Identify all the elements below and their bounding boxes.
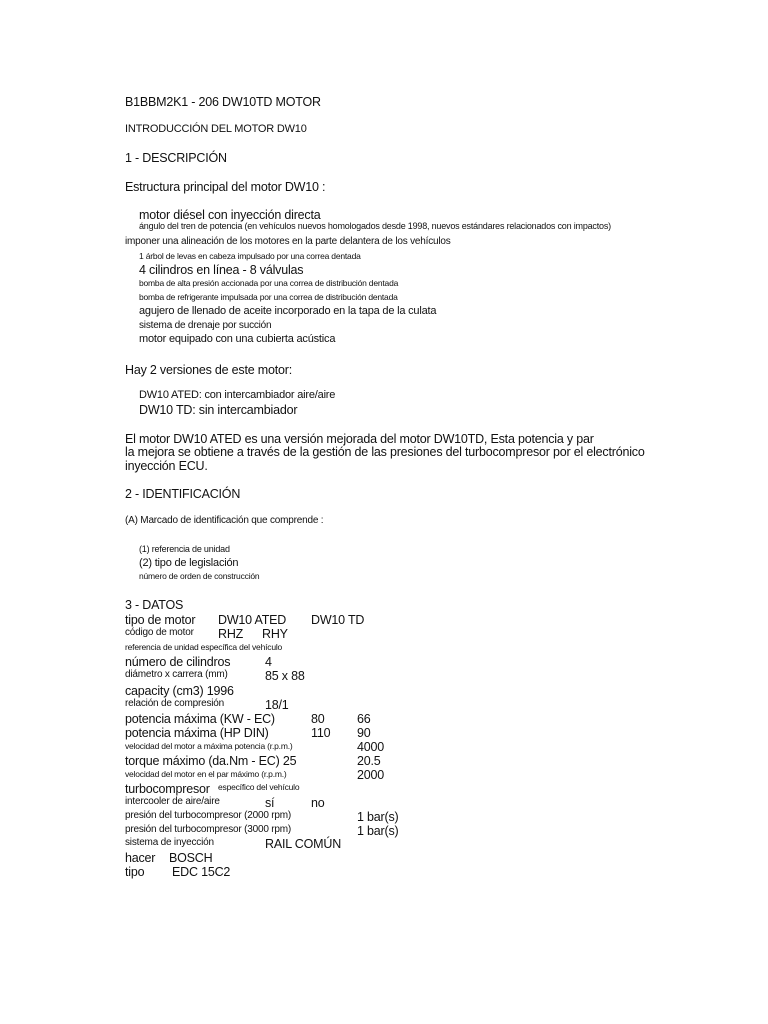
- data-label: relación de compresión: [125, 698, 224, 709]
- data-note: específico del vehículo: [218, 782, 300, 792]
- data-value: 20.5: [357, 754, 381, 768]
- data-value: DW10 ATED: [218, 613, 287, 627]
- identification-intro: (A) Marcado de identificación que comprende :: [125, 515, 324, 526]
- data-label: capacity (cm3) 1996: [125, 684, 234, 698]
- section-heading-datos: 3 - DATOS: [125, 598, 184, 612]
- data-label: torque máximo (da.Nm - EC) 25: [125, 754, 297, 768]
- data-value: 18/1: [265, 698, 289, 712]
- data-label: referencia de unidad específica del vehículo: [125, 642, 283, 652]
- data-label: potencia máxima (KW - EC): [125, 712, 275, 726]
- list-item: 4 cilindros en línea - 8 válvulas: [139, 263, 304, 277]
- data-value: 110: [311, 726, 331, 740]
- data-value: 85 x 88: [265, 669, 305, 683]
- section-heading-identificacion: 2 - IDENTIFICACIÓN: [125, 487, 241, 501]
- versions-intro: Hay 2 versiones de este motor:: [125, 363, 292, 377]
- paragraph-line: inyección ECU.: [125, 459, 208, 473]
- version-item: DW10 TD: sin intercambiador: [139, 403, 298, 417]
- data-label: número de cilindros: [125, 655, 231, 669]
- data-value: 4: [265, 655, 272, 669]
- data-value: 1 bar(s): [357, 810, 399, 824]
- version-item: DW10 ATED: con intercambiador aire/aire: [139, 389, 336, 401]
- document-title: B1BBM2K1 - 206 DW10TD MOTOR: [125, 95, 321, 109]
- list-item: ángulo del tren de potencia (en vehículos nuevos homologados desde 1998, nuevos estándares relacionados con impactos): [139, 221, 611, 231]
- data-label: potencia máxima (HP DIN): [125, 726, 269, 740]
- data-value: 1 bar(s): [357, 824, 399, 838]
- document-subtitle: INTRODUCCIÓN DEL MOTOR DW10: [125, 123, 307, 135]
- list-item: imponer una alineación de los motores en la parte delantera de los vehículos: [125, 236, 451, 247]
- list-item: agujero de llenado de aceite incorporado en la tapa de la culata: [139, 305, 437, 317]
- identification-item: (2) tipo de legislación: [139, 557, 239, 569]
- paragraph-line: El motor DW10 ATED es una versión mejorada del motor DW10TD, Esta potencia y par: [125, 432, 594, 446]
- data-value: 90: [357, 726, 371, 740]
- data-label: tipo: [125, 865, 145, 879]
- data-value: 66: [357, 712, 371, 726]
- data-label: presión del turbocompresor (3000 rpm): [125, 824, 292, 835]
- data-value: sí: [265, 796, 275, 810]
- data-value: 80: [311, 712, 325, 726]
- data-value: EDC 15C2: [172, 865, 231, 879]
- data-label: turbocompresor: [125, 782, 210, 796]
- list-item: sistema de drenaje por succión: [139, 320, 272, 331]
- data-label: velocidad del motor a máxima potencia (r.p.m.): [125, 741, 293, 751]
- data-label: presión del turbocompresor (2000 rpm): [125, 810, 292, 821]
- list-item: bomba de alta presión accionada por una correa de distribución dentada: [139, 278, 399, 288]
- data-value: 2000: [357, 768, 385, 782]
- list-item: motor diésel con inyección directa: [139, 208, 321, 222]
- section-heading-descripcion: 1 - DESCRIPCIÓN: [125, 151, 227, 165]
- identification-item: (1) referencia de unidad: [139, 544, 230, 554]
- list-item: motor equipado con una cubierta acústica: [139, 333, 336, 345]
- data-label: código de motor: [125, 627, 194, 638]
- data-value: BOSCH: [169, 851, 213, 865]
- data-label: tipo de motor: [125, 613, 196, 627]
- data-value: 4000: [357, 740, 385, 754]
- data-value: DW10 TD: [311, 613, 365, 627]
- data-value: RAIL COMÚN: [265, 837, 342, 851]
- data-label: hacer: [125, 851, 156, 865]
- data-value: no: [311, 796, 325, 810]
- data-label: diámetro x carrera (mm): [125, 669, 228, 680]
- paragraph-line: la mejora se obtiene a través de la gestión de las presiones del turbocompresor por el electrónico: [125, 445, 645, 459]
- data-value: RHY: [262, 627, 288, 641]
- data-value: RHZ: [218, 627, 244, 641]
- data-label: sistema de inyección: [125, 837, 214, 848]
- identification-item: número de orden de construcción: [139, 571, 260, 581]
- structure-intro: Estructura principal del motor DW10 :: [125, 180, 326, 194]
- data-label: velocidad del motor en el par máximo (r.p.m.): [125, 769, 287, 779]
- list-item: bomba de refrigerante impulsada por una correa de distribución dentada: [139, 292, 398, 302]
- data-label: intercooler de aire/aire: [125, 796, 220, 807]
- list-item: 1 árbol de levas en cabeza impulsado por una correa dentada: [139, 251, 361, 261]
